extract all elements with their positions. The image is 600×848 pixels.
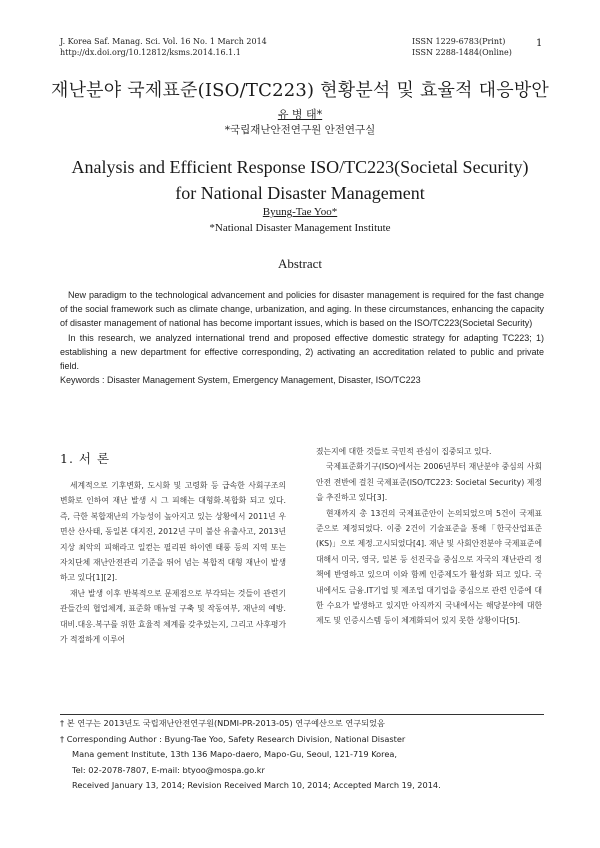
body-paragraph: 현재까지 총 13건의 국제표준안이 논의되었으며 5건이 국제표준으로 제정되었다. 이중 2건이 기술표준을 통해「한국산업표준(KS)」으로 제정․고시되었다[4]. 재난 및 사회안전분야 국제표준에 대해서 미국, 영국, 일본 등 선진국을 중심으로 자국의 재난관리 정책에 반영하고 있으며 이와 함께 인증제도가 활성화 되고 있다. 국내에서도 금융․IT기업 및 제조업 대기업을 중심으로 관련 인증에 대한 수요가 발생하고 있지만 아직까지 국내에서는 해당분야에 대한 제도 및 인증시스템 등이 체계화되어 있지 못한 상황이다[5]. xyxy=(316,508,542,626)
section-heading-introduction: 1. 서 론 xyxy=(60,451,111,466)
body-paragraph: 재난 발생 이후 반복적으로 문제점으로 부각되는 것들이 관련기관들간의 협업체계, 표준화 매뉴얼 구축 및 작동여부, 재난의 예방․대비․대응․복구를 위한 효율적 체계를 갖추었는지, 그리고 사후평가가 적절하게 이루어 xyxy=(60,588,286,645)
received-dates: Received January 13, 2014; Revision Received March 10, 2014; Accepted March 19, 2014. xyxy=(72,780,441,790)
abstract-paragraph-1: New paradigm to the technological advancement and policies for disaster management is required for the fast change of the social framework such as climate change, urbanization, and aging. In these circumstances, enhancing the capacity of disaster management of national has become important issues, which is based on the ISO/TC223(Societal Security) xyxy=(60,290,544,329)
title-korean: 재난분야 국제표준(ISO/TC223) 현황분석 및 효율적 대응방안 xyxy=(50,80,549,101)
footnote-divider xyxy=(60,714,544,715)
affiliation-korean: *국립재난안전연구원 안전연구실 xyxy=(224,124,376,136)
funding-note: † 본 연구는 2013년도 국립재난안전연구원(NDMI-PR-2013-05) 연구예산으로 연구되었음 xyxy=(60,718,385,728)
keywords: Keywords : Disaster Management System, Emergency Management, Disaster, ISO/TC223 xyxy=(60,375,421,386)
body-paragraph: 국제표준화기구(ISO)에서는 2006년부터 재난분야 중심의 사회안전 전반에 걸친 국제표준(ISO/TC223: Societal Security) 제정을 추진하고 있다[3]. xyxy=(316,462,542,503)
author-korean: 유 병 태* xyxy=(277,108,323,121)
title-english-line2: for National Disaster Management xyxy=(175,183,425,203)
title-english xyxy=(0,154,600,206)
footnotes xyxy=(60,716,544,794)
page-number: 1 xyxy=(536,38,543,49)
body-column-right xyxy=(316,444,542,629)
journal-citation: J. Korea Saf. Manag. Sci. Vol. 16 No. 1 March 2014 xyxy=(60,37,267,46)
running-header-right xyxy=(412,36,512,58)
corresponding-author-line1: † Corresponding Author : Byung-Tae Yoo, Safety Research Division, National Disaster xyxy=(60,733,406,744)
author-english: Byung-Tae Yoo* xyxy=(262,206,338,218)
body-paragraph: 세계적으로 기후변화, 도시화 및 고령화 등 급속한 사회구조의 변화로 인하여 재난 발생 시 그 피해는 대형화․복합화 되고 있다. 즉, 극한 복합재난의 가능성이 높아지고 있는 상황에서 2011년 우면산 산사태, 동일본 대지진, 2012년 구미 불산 유출사고, 2013년 지상 최악의 피해라고 일컫는 필리핀 하이엔 태풍 등의 지역 또는 자치단체 재난안전관리 기준을 뛰어 넘는 복합적 대형 재난이 발생하고 있다[1][2]. xyxy=(60,481,286,583)
body-column-left xyxy=(60,444,286,647)
title-english-line1: Analysis and Efficient Response ISO/TC223(Societal Security) xyxy=(71,157,529,177)
abstract-heading: Abstract xyxy=(277,256,323,271)
corresponding-author-contact: Tel: 02-2078-7807, E-mail: btyoo@mospa.go.kr xyxy=(72,764,265,775)
affiliation-english: *National Disaster Management Institute xyxy=(209,222,391,234)
issn-print: ISSN 1229-6783(Print) xyxy=(412,37,506,46)
body-paragraph-continued: 졌는지에 대한 것들로 국민적 관심이 집중되고 있다. xyxy=(316,447,492,456)
abstract-paragraph-2: In this research, we analyzed international trend and proposed effective domestic strategy for adapting TC223; 1) establishing a new department for effective corresponding, 2) activating an accreditation related to public and private field. xyxy=(60,332,544,372)
doi-link[interactable]: http://dx.doi.org/10.12812/ksms.2014.16.1.1 xyxy=(60,48,241,57)
abstract-body xyxy=(60,288,544,387)
issn-online: ISSN 2288-1484(Online) xyxy=(412,48,512,57)
running-header-left xyxy=(60,36,267,58)
corresponding-author-line2: Mana gement Institute, 13th 136 Mapo-daero, Mapo-Gu, Seoul, 121-719 Korea, xyxy=(72,749,398,759)
